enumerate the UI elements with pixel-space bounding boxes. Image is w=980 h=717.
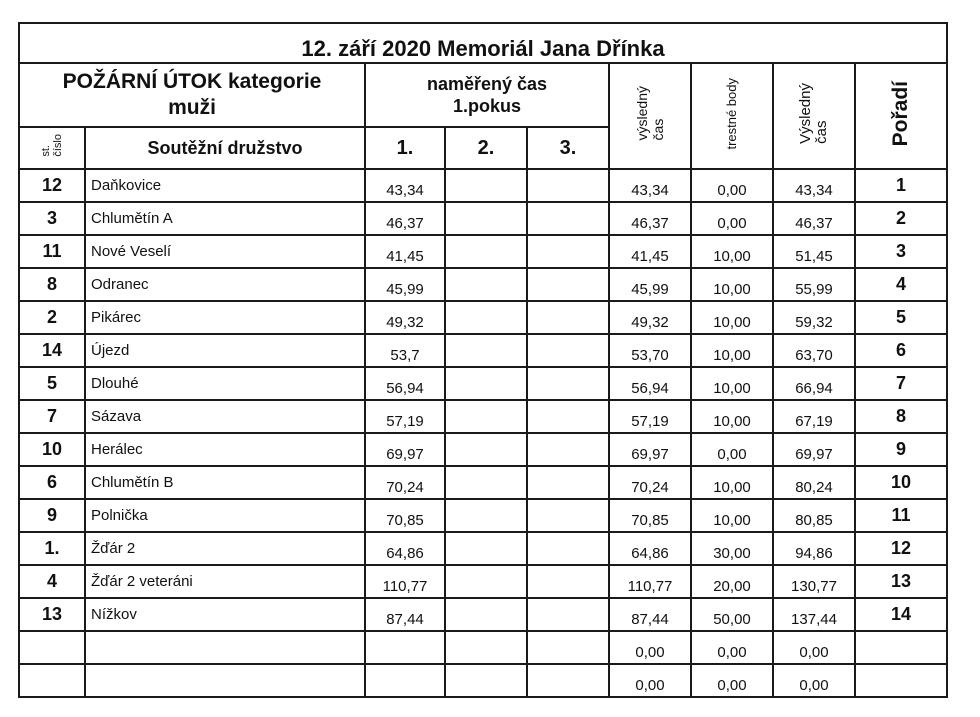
result-time: 67,19 <box>773 400 855 433</box>
rank: 13 <box>855 565 947 598</box>
start-number: 7 <box>19 400 85 433</box>
penalty-points: 0,00 <box>691 433 773 466</box>
rank: 1 <box>855 169 947 202</box>
results-body <box>19 23 947 697</box>
run-2-header: 2. <box>445 127 527 169</box>
rank: 4 <box>855 268 947 301</box>
run-2-time <box>445 466 527 499</box>
result-time-small: 46,37 <box>609 202 691 235</box>
table-row <box>19 301 947 334</box>
result-time-small: 53,70 <box>609 334 691 367</box>
result-time: 43,34 <box>773 169 855 202</box>
run-1-time: 43,34 <box>365 169 445 202</box>
run-2-time <box>445 499 527 532</box>
result-time-small: 41,45 <box>609 235 691 268</box>
measured-line-1: naměřený čas <box>426 74 548 94</box>
team-name: Sázava <box>85 400 365 433</box>
run-1-time: 41,45 <box>365 235 445 268</box>
rank: 11 <box>855 499 947 532</box>
start-number-header: st. číslo <box>19 127 85 169</box>
start-number: 4 <box>19 565 85 598</box>
team-name: Daňkovice <box>85 169 365 202</box>
penalty-points: 0,00 <box>691 202 773 235</box>
table-row <box>19 400 947 433</box>
result-time-small: 0,00 <box>609 664 691 697</box>
team-name: Pikárec <box>85 301 365 334</box>
run-1-time: 49,32 <box>365 301 445 334</box>
run-3-time <box>527 664 609 697</box>
title-row <box>19 23 947 63</box>
start-number: 2 <box>19 301 85 334</box>
table-row <box>19 499 947 532</box>
run-3-time <box>527 631 609 664</box>
result-time-header: Výsledný čas <box>773 63 855 169</box>
start-number <box>19 631 85 664</box>
category-header <box>19 63 365 127</box>
run-1-header: 1. <box>365 127 445 169</box>
run-3-time <box>527 400 609 433</box>
result-time-small: 64,86 <box>609 532 691 565</box>
team-name: Herálec <box>85 433 365 466</box>
run-2-time <box>445 565 527 598</box>
run-2-time <box>445 202 527 235</box>
category-line-1: POŽÁRNÍ ÚTOK kategorie <box>62 70 322 93</box>
run-3-time <box>527 169 609 202</box>
run-2-time <box>445 268 527 301</box>
result-time-small: 87,44 <box>609 598 691 631</box>
team-name: Chlumětín B <box>85 466 365 499</box>
table-row <box>19 466 947 499</box>
run-1-time: 45,99 <box>365 268 445 301</box>
table-row <box>19 268 947 301</box>
run-2-time <box>445 532 527 565</box>
result-time-small: 49,32 <box>609 301 691 334</box>
run-3-header: 3. <box>527 127 609 169</box>
result-time-small: 70,85 <box>609 499 691 532</box>
result-time-small-header: výsledný čas <box>609 63 691 169</box>
rank: 2 <box>855 202 947 235</box>
result-time: 46,37 <box>773 202 855 235</box>
page-title: 12. září 2020 Memoriál Jana Dřínka <box>19 23 947 63</box>
rank: 3 <box>855 235 947 268</box>
penalty-points: 10,00 <box>691 400 773 433</box>
table-row <box>19 532 947 565</box>
penalty-points: 20,00 <box>691 565 773 598</box>
table-row <box>19 169 947 202</box>
run-3-time <box>527 367 609 400</box>
team-name <box>85 664 365 697</box>
run-2-time <box>445 169 527 202</box>
table-row <box>19 664 947 697</box>
run-2-time <box>445 631 527 664</box>
run-2-time <box>445 334 527 367</box>
run-2-time <box>445 367 527 400</box>
run-1-time: 87,44 <box>365 598 445 631</box>
result-time-small: 69,97 <box>609 433 691 466</box>
rank: 12 <box>855 532 947 565</box>
header-row-1 <box>19 63 947 127</box>
start-number: 6 <box>19 466 85 499</box>
penalty-points: 30,00 <box>691 532 773 565</box>
result-time: 55,99 <box>773 268 855 301</box>
start-number: 1. <box>19 532 85 565</box>
start-number: 8 <box>19 268 85 301</box>
result-time: 59,32 <box>773 301 855 334</box>
result-time: 63,70 <box>773 334 855 367</box>
run-2-time <box>445 235 527 268</box>
run-1-time: 110,77 <box>365 565 445 598</box>
result-time: 130,77 <box>773 565 855 598</box>
start-number: 14 <box>19 334 85 367</box>
table-row <box>19 367 947 400</box>
result-time-small: 70,24 <box>609 466 691 499</box>
measured-time-header <box>365 63 609 127</box>
team-name <box>85 631 365 664</box>
result-time: 0,00 <box>773 664 855 697</box>
penalty-points: 10,00 <box>691 367 773 400</box>
run-2-time <box>445 400 527 433</box>
measured-line-2: 1.pokus <box>452 96 522 116</box>
penalty-points: 10,00 <box>691 334 773 367</box>
run-3-time <box>527 499 609 532</box>
penalty-points: 50,00 <box>691 598 773 631</box>
team-name: Žďár 2 veteráni <box>85 565 365 598</box>
run-1-time: 70,24 <box>365 466 445 499</box>
team-header: Soutěžní družstvo <box>85 127 365 169</box>
run-1-time: 69,97 <box>365 433 445 466</box>
results-table <box>18 22 948 698</box>
run-3-time <box>527 268 609 301</box>
start-number: 11 <box>19 235 85 268</box>
rank: 9 <box>855 433 947 466</box>
penalty-points: 10,00 <box>691 235 773 268</box>
table-row <box>19 598 947 631</box>
result-time: 0,00 <box>773 631 855 664</box>
rank: 8 <box>855 400 947 433</box>
table-row <box>19 334 947 367</box>
team-name: Polnička <box>85 499 365 532</box>
penalty-points: 10,00 <box>691 268 773 301</box>
run-3-time <box>527 301 609 334</box>
team-name: Chlumětín A <box>85 202 365 235</box>
run-3-time <box>527 334 609 367</box>
team-name: Újezd <box>85 334 365 367</box>
rank: 7 <box>855 367 947 400</box>
table-row <box>19 433 947 466</box>
penalty-points: 10,00 <box>691 301 773 334</box>
result-time-small: 57,19 <box>609 400 691 433</box>
rank: 14 <box>855 598 947 631</box>
team-name: Nové Veselí <box>85 235 365 268</box>
rank <box>855 664 947 697</box>
table-row <box>19 565 947 598</box>
category-line-2: muži <box>168 96 216 119</box>
run-3-time <box>527 202 609 235</box>
run-1-time: 46,37 <box>365 202 445 235</box>
rank <box>855 631 947 664</box>
run-3-time <box>527 433 609 466</box>
penalty-points: 0,00 <box>691 631 773 664</box>
result-time: 80,85 <box>773 499 855 532</box>
team-name: Nížkov <box>85 598 365 631</box>
run-1-time: 56,94 <box>365 367 445 400</box>
start-number: 5 <box>19 367 85 400</box>
table-row <box>19 202 947 235</box>
run-3-time <box>527 235 609 268</box>
rank-header: Pořadí <box>855 63 947 169</box>
run-2-time <box>445 433 527 466</box>
result-time-small: 43,34 <box>609 169 691 202</box>
result-time: 69,97 <box>773 433 855 466</box>
run-3-time <box>527 565 609 598</box>
run-1-time: 53,7 <box>365 334 445 367</box>
result-time: 80,24 <box>773 466 855 499</box>
start-number <box>19 664 85 697</box>
result-time-small: 45,99 <box>609 268 691 301</box>
penalty-points: 10,00 <box>691 499 773 532</box>
penalty-header: trestné body <box>691 63 773 169</box>
team-name: Žďár 2 <box>85 532 365 565</box>
run-2-time <box>445 301 527 334</box>
start-number: 12 <box>19 169 85 202</box>
result-time: 51,45 <box>773 235 855 268</box>
rank: 5 <box>855 301 947 334</box>
result-time-small: 0,00 <box>609 631 691 664</box>
team-name: Dlouhé <box>85 367 365 400</box>
penalty-points: 0,00 <box>691 169 773 202</box>
run-1-time <box>365 631 445 664</box>
run-1-time <box>365 664 445 697</box>
table-row <box>19 631 947 664</box>
penalty-points: 0,00 <box>691 664 773 697</box>
start-number: 3 <box>19 202 85 235</box>
team-name: Odranec <box>85 268 365 301</box>
table-row <box>19 235 947 268</box>
result-time: 137,44 <box>773 598 855 631</box>
penalty-points: 10,00 <box>691 466 773 499</box>
run-3-time <box>527 532 609 565</box>
result-time: 94,86 <box>773 532 855 565</box>
start-number: 10 <box>19 433 85 466</box>
result-time-small: 56,94 <box>609 367 691 400</box>
run-1-time: 64,86 <box>365 532 445 565</box>
start-number: 9 <box>19 499 85 532</box>
run-2-time <box>445 598 527 631</box>
run-3-time <box>527 466 609 499</box>
run-3-time <box>527 598 609 631</box>
run-1-time: 57,19 <box>365 400 445 433</box>
run-2-time <box>445 664 527 697</box>
rank: 10 <box>855 466 947 499</box>
run-1-time: 70,85 <box>365 499 445 532</box>
result-time: 66,94 <box>773 367 855 400</box>
start-number: 13 <box>19 598 85 631</box>
rank: 6 <box>855 334 947 367</box>
result-time-small: 110,77 <box>609 565 691 598</box>
